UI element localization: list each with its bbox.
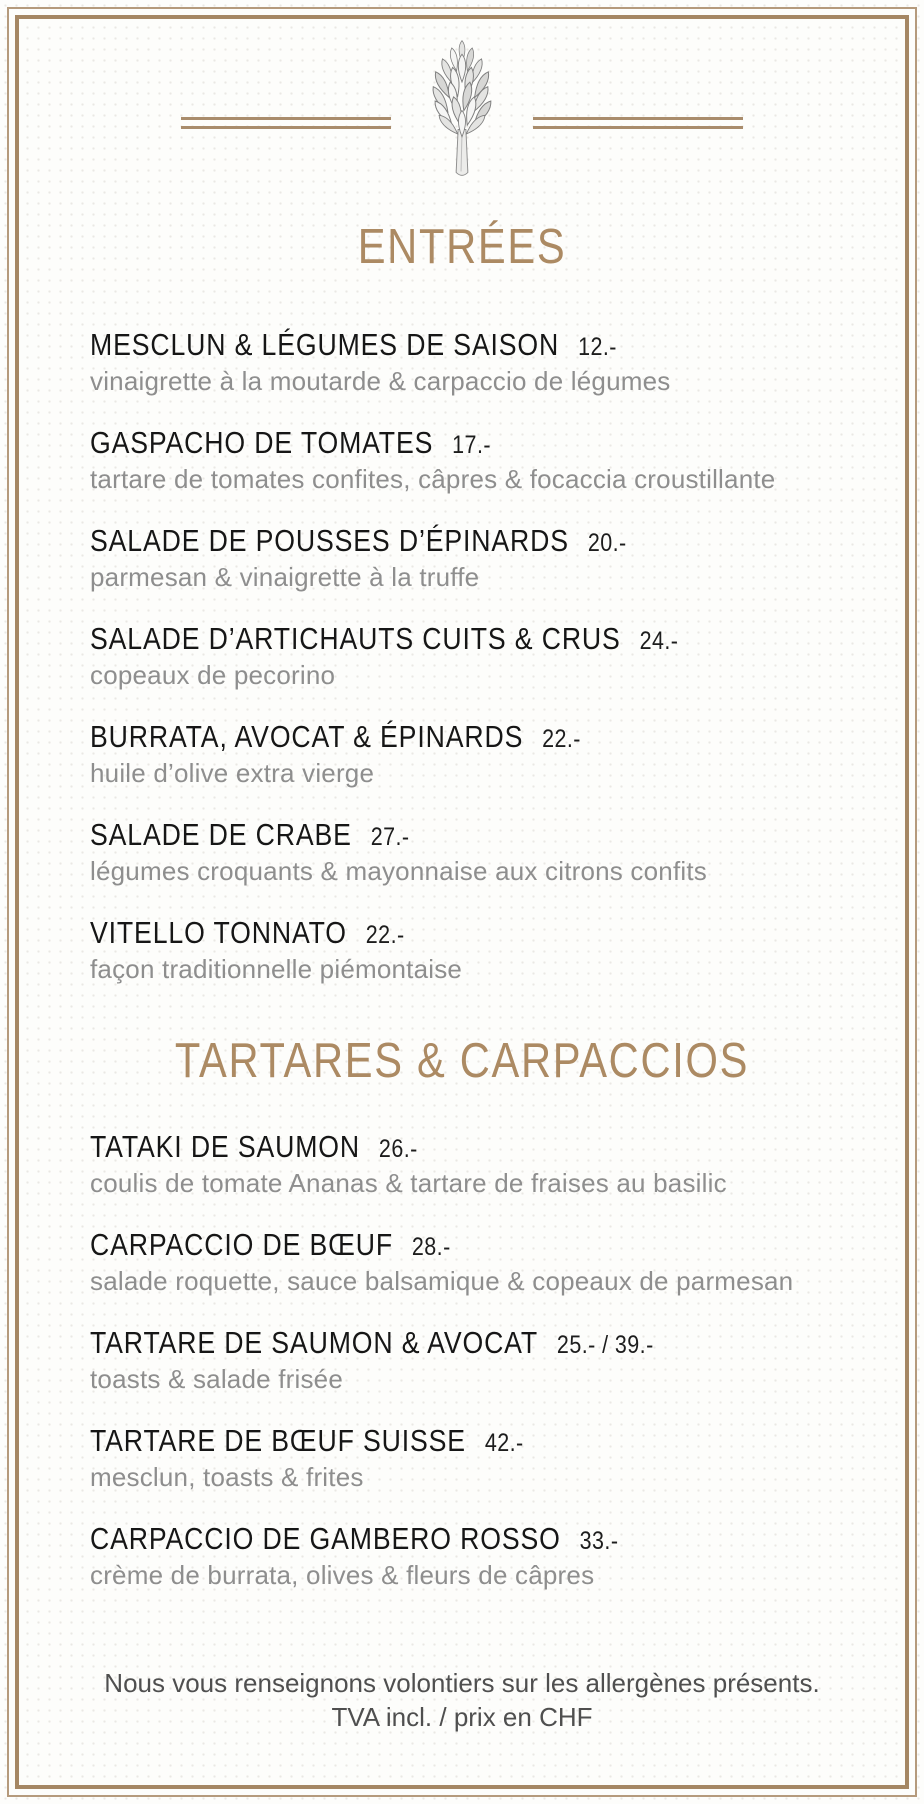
- tartares-item-list: [90, 1128, 924, 1590]
- entrees-item-list: [90, 326, 924, 984]
- item-description: vinaigrette à la moutarde & carpaccio de légumes: [90, 366, 671, 396]
- item-price: 22.-: [542, 725, 581, 753]
- item-price: 26.-: [378, 1135, 418, 1163]
- menu-item: [90, 1128, 924, 1198]
- item-name: VITELLO TONNATO: [90, 915, 347, 950]
- item-name: SALADE D’ARTICHAUTS CUITS & CRUS: [90, 621, 621, 656]
- item-name: CARPACCIO DE GAMBERO ROSSO: [90, 1521, 561, 1556]
- allergen-notice: Nous vous renseignons volontiers sur les allergènes présents.: [104, 1668, 820, 1698]
- item-price: 22.-: [365, 921, 405, 949]
- item-price: 28.-: [411, 1233, 451, 1261]
- footer-notes: [0, 1666, 924, 1734]
- header-ornament: [0, 0, 924, 196]
- item-price: 20.-: [587, 529, 627, 557]
- menu-item: [90, 620, 924, 690]
- item-description: parmesan & vinaigrette à la truffe: [90, 562, 480, 592]
- item-price: 27.-: [370, 823, 410, 851]
- menu-item: [90, 1324, 924, 1394]
- item-price: 12.-: [578, 333, 617, 361]
- menu-item: [90, 1520, 924, 1590]
- item-description: légumes croquants & mayonnaise aux citrons confits: [90, 856, 707, 886]
- item-name: MESCLUN & LÉGUMES DE SAISON: [90, 327, 560, 362]
- item-name: SALADE DE POUSSES D’ÉPINARDS: [90, 523, 569, 558]
- menu-item: [90, 914, 924, 984]
- item-description: coulis de tomate Ananas & tartare de fraises au basilic: [90, 1168, 727, 1198]
- item-price: 17.-: [452, 431, 491, 459]
- item-description: tartare de tomates confites, câpres & focaccia croustillante: [90, 464, 776, 494]
- menu-item: [90, 1422, 924, 1492]
- tax-currency-notice: TVA incl. / prix en CHF: [331, 1702, 593, 1732]
- item-description: mesclun, toasts & frites: [90, 1462, 364, 1492]
- section-title-tartares-carpaccios: TARTARES & CARPACCIOS: [174, 1034, 750, 1088]
- menu-item: [90, 718, 924, 788]
- item-price: 25.- / 39.-: [556, 1331, 654, 1359]
- menu-item: [90, 816, 924, 886]
- item-name: SALADE DE CRABE: [90, 817, 352, 852]
- menu-item: [90, 424, 924, 494]
- menu-item: [90, 326, 924, 396]
- item-price: 33.-: [579, 1527, 619, 1555]
- item-name: TARTARE DE SAUMON & AVOCAT: [90, 1325, 539, 1360]
- item-name: TATAKI DE SAUMON: [90, 1129, 361, 1164]
- item-description: salade roquette, sauce balsamique & copeaux de parmesan: [90, 1266, 794, 1296]
- left-double-rule: [181, 117, 391, 129]
- item-name: TARTARE DE BŒUF SUISSE: [90, 1423, 466, 1458]
- item-description: crème de burrata, olives & fleurs de câpres: [90, 1560, 595, 1590]
- item-description: copeaux de pecorino: [90, 660, 336, 690]
- section-title-entrees: ENTRÉES: [357, 220, 567, 274]
- item-name: BURRATA, AVOCAT & ÉPINARDS: [90, 719, 524, 754]
- item-description: façon traditionnelle piémontaise: [90, 954, 463, 984]
- item-name: CARPACCIO DE BŒUF: [90, 1227, 393, 1262]
- item-name: GASPACHO DE TOMATES: [90, 425, 434, 460]
- artichoke-icon: [417, 36, 507, 188]
- menu-item: [90, 1226, 924, 1296]
- item-description: toasts & salade frisée: [90, 1364, 343, 1394]
- item-price: 42.-: [484, 1429, 524, 1457]
- right-double-rule: [533, 117, 743, 129]
- menu-item: [90, 522, 924, 592]
- item-description: huile d’olive extra vierge: [90, 758, 375, 788]
- item-price: 24.-: [639, 627, 679, 655]
